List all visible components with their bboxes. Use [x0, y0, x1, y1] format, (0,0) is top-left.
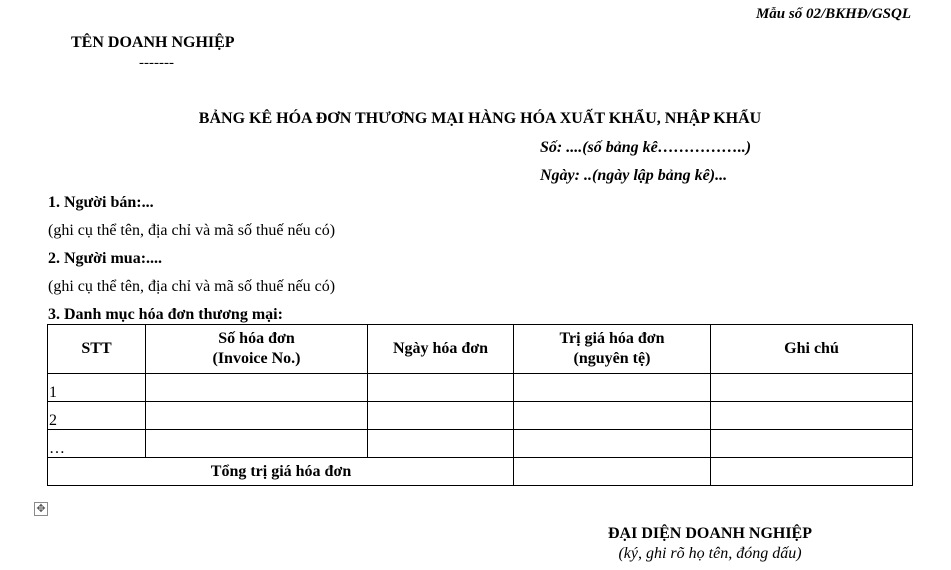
buyer-note: (ghi cụ thể tên, địa chỉ và mã số thuế nếu có) — [48, 278, 336, 295]
total-value-cell[interactable] — [514, 458, 711, 486]
signature-title: ĐẠI DIỆN DOANH NGHIỆP — [607, 525, 812, 542]
seller-label: 1. Người bán:... — [48, 194, 154, 211]
header-invoice-date: Ngày hóa đơn — [368, 325, 514, 374]
table-row — [48, 430, 913, 458]
row-note-cell[interactable] — [711, 402, 913, 430]
invoice-table — [47, 324, 913, 486]
row-note-cell[interactable] — [711, 374, 913, 402]
seller-note: (ghi cụ thể tên, địa chỉ và mã số thuế nếu có) — [48, 222, 336, 239]
buyer-label: 2. Người mua:.... — [48, 250, 163, 267]
document-title: BẢNG KÊ HÓA ĐƠN THƯƠNG MẠI HÀNG HÓA XUẤT KHẨU, NHẬP KHẨU — [198, 110, 762, 127]
form-code: Mẫu số 02/BKHĐ/GSQL — [755, 6, 911, 22]
row-invoice-no-cell[interactable] — [146, 430, 368, 458]
header-invoice-no-line2: (Invoice No.) — [212, 350, 301, 367]
table-row — [48, 402, 913, 430]
row-stt[interactable]: … — [48, 430, 146, 458]
table-total-row — [48, 458, 913, 486]
document-date: Ngày: ..(ngày lập bảng kê)... — [540, 167, 728, 184]
row-stt[interactable]: 1 — [48, 374, 146, 402]
header-note: Ghi chú — [711, 325, 913, 374]
header-stt: STT — [48, 325, 146, 374]
total-label: Tổng trị giá hóa đơn — [48, 458, 514, 486]
document-number: Số: ....(số bảng kê……………..) — [540, 139, 752, 156]
row-date-cell[interactable] — [368, 430, 514, 458]
row-note-cell[interactable] — [711, 430, 913, 458]
row-value-cell[interactable] — [514, 374, 711, 402]
row-date-cell[interactable] — [368, 402, 514, 430]
header-invoice-no-line1: Số hóa đơn — [218, 330, 295, 347]
header-invoice-value-line2: (nguyên tệ) — [573, 350, 651, 367]
company-name: TÊN DOANH NGHIỆP — [71, 34, 235, 51]
table-header-row — [48, 325, 913, 374]
row-invoice-no-cell[interactable] — [146, 402, 368, 430]
invoice-list-label: 3. Danh mục hóa đơn thương mại: — [48, 306, 283, 323]
signature-note: (ký, ghi rõ họ tên, đóng dấu) — [618, 545, 802, 562]
header-invoice-no — [146, 325, 368, 374]
row-date-cell[interactable] — [368, 374, 514, 402]
header-invoice-value-line1: Trị giá hóa đơn — [559, 330, 665, 347]
row-value-cell[interactable] — [514, 430, 711, 458]
table-row — [48, 374, 913, 402]
move-arrows-icon[interactable]: ✥ — [34, 502, 48, 516]
row-value-cell[interactable] — [514, 402, 711, 430]
row-invoice-no-cell[interactable] — [146, 374, 368, 402]
company-divider: ------- — [139, 55, 174, 71]
row-stt[interactable]: 2 — [48, 402, 146, 430]
total-note-cell[interactable] — [711, 458, 913, 486]
header-invoice-value — [514, 325, 711, 374]
